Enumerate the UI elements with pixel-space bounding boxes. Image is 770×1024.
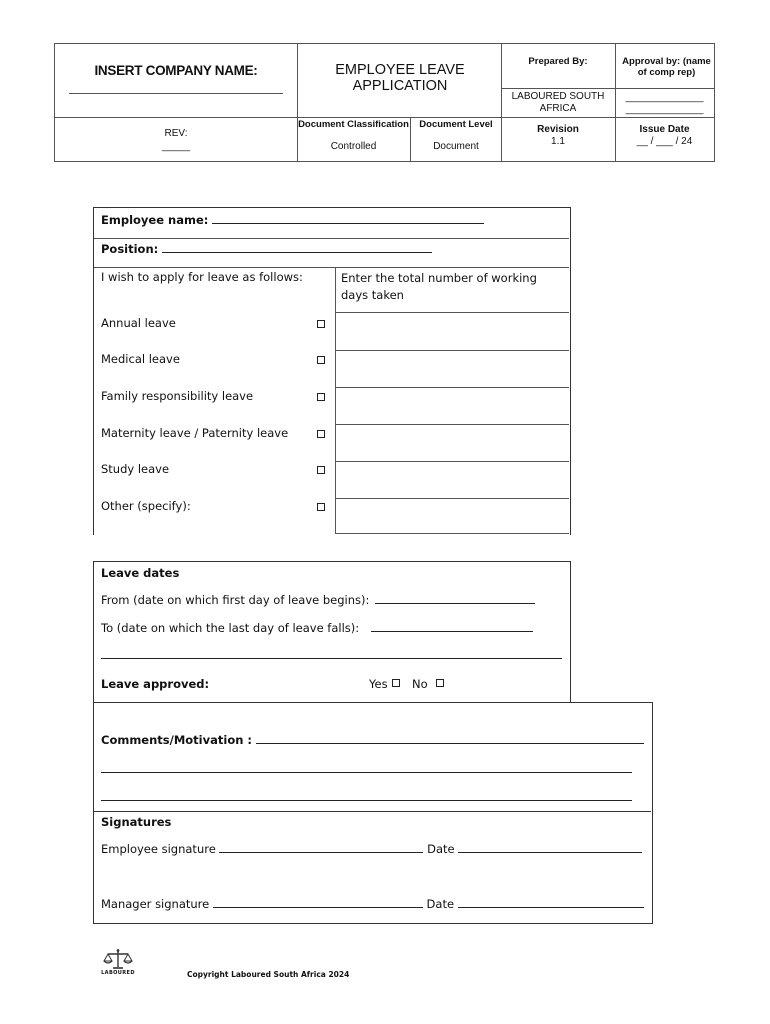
comments-line-3[interactable]	[101, 800, 632, 801]
study-leave-checkbox[interactable]	[317, 466, 325, 474]
to-date-label: To (date on which the last day of leave falls):	[101, 621, 360, 635]
leave-dates-title: Leave dates	[101, 566, 180, 580]
approved-yes-checkbox[interactable]	[392, 679, 400, 687]
classification-label: Document Classification	[298, 119, 409, 130]
employee-name-label: Employee name:	[101, 213, 209, 227]
divider	[55, 117, 714, 118]
approved-yes-label: Yes	[369, 677, 388, 691]
annual-leave-checkbox[interactable]	[317, 320, 325, 328]
rev-label: REV:	[164, 128, 188, 139]
prepared-by-label: Prepared By:	[528, 56, 588, 67]
to-date-input[interactable]	[371, 621, 533, 632]
leave-type-family: Family responsibility leave	[101, 389, 254, 403]
position-input[interactable]	[162, 242, 432, 253]
days-taken-label: Enter the total number of working days taken	[341, 271, 537, 302]
company-logo	[101, 948, 135, 978]
level-label: Document Level	[419, 119, 493, 130]
employee-signature-field[interactable]	[101, 842, 642, 856]
comments-label: Comments/Motivation :	[101, 733, 253, 747]
approved-no-checkbox[interactable]	[436, 679, 444, 687]
comments-line-2[interactable]	[101, 772, 632, 773]
leave-approved-label: Leave approved:	[101, 677, 210, 691]
extra-line-input[interactable]	[101, 658, 562, 659]
leave-type-medical: Medical leave	[101, 352, 180, 366]
company-name-label: INSERT COMPANY NAME:	[94, 63, 258, 78]
document-title: EMPLOYEE LEAVE APPLICATION	[335, 62, 465, 94]
from-date-label: From (date on which first day of leave begins):	[101, 593, 370, 607]
logo-text: LABOURED	[101, 970, 135, 976]
from-date-field[interactable]	[101, 593, 535, 607]
divider	[501, 88, 714, 89]
position-field[interactable]	[101, 242, 432, 256]
approved-no-label: No	[412, 677, 428, 691]
classification-value: Controlled	[330, 141, 377, 152]
leave-type-annual: Annual leave	[101, 316, 176, 330]
employee-name-field[interactable]	[101, 213, 484, 227]
revision-value: 1.1	[551, 136, 565, 147]
other-leave-days-input[interactable]	[337, 500, 567, 533]
medical-leave-checkbox[interactable]	[317, 356, 325, 364]
approval-line-2[interactable]: ______________	[625, 104, 704, 115]
annual-leave-days-input[interactable]	[337, 314, 567, 349]
copyright-text: Copyright Laboured South Africa 2024	[187, 970, 350, 979]
scales-icon	[101, 948, 135, 970]
company-name-line[interactable]	[69, 93, 283, 94]
rev-value[interactable]: _____	[162, 141, 190, 152]
level-value: Document	[433, 141, 479, 152]
signatures-title: Signatures	[101, 815, 172, 829]
manager-signature-input[interactable]	[213, 897, 423, 908]
position-label: Position:	[101, 242, 159, 256]
employee-signature-label: Employee signature	[101, 842, 216, 856]
issue-date-value[interactable]: __ / ___ / 24	[636, 136, 693, 147]
leave-type-other: Other (specify):	[101, 499, 191, 513]
from-date-input[interactable]	[375, 593, 535, 604]
medical-leave-days-input[interactable]	[337, 352, 567, 387]
maternity-leave-checkbox[interactable]	[317, 430, 325, 438]
apply-label: I wish to apply for leave as follows:	[101, 270, 303, 284]
manager-date-input[interactable]	[458, 897, 644, 908]
leave-type-study: Study leave	[101, 462, 170, 476]
issue-date-label: Issue Date	[639, 124, 690, 135]
employee-date-input[interactable]	[458, 842, 642, 853]
approval-label: Approval by: (name of comp rep)	[622, 56, 711, 78]
manager-date-label: Date	[426, 897, 455, 911]
study-leave-days-input[interactable]	[337, 463, 567, 498]
employee-signature-input[interactable]	[219, 842, 423, 853]
prepared-by-value: LABOURED SOUTH AFRICA	[511, 91, 605, 114]
manager-signature-field[interactable]	[101, 897, 644, 911]
family-leave-days-input[interactable]	[337, 389, 567, 424]
manager-signature-label: Manager signature	[101, 897, 210, 911]
employee-date-label: Date	[427, 842, 455, 856]
comments-field[interactable]	[101, 733, 644, 747]
employee-name-input[interactable]	[212, 213, 484, 224]
to-date-field[interactable]	[101, 621, 533, 635]
revision-label: Revision	[537, 124, 579, 135]
approval-line-1[interactable]: ______________	[625, 92, 704, 103]
family-leave-checkbox[interactable]	[317, 393, 325, 401]
maternity-leave-days-input[interactable]	[337, 426, 567, 461]
leave-type-maternity: Maternity leave / Paternity leave	[101, 426, 289, 440]
comments-input[interactable]	[256, 733, 644, 744]
document-header	[54, 43, 715, 162]
other-leave-checkbox[interactable]	[317, 503, 325, 511]
